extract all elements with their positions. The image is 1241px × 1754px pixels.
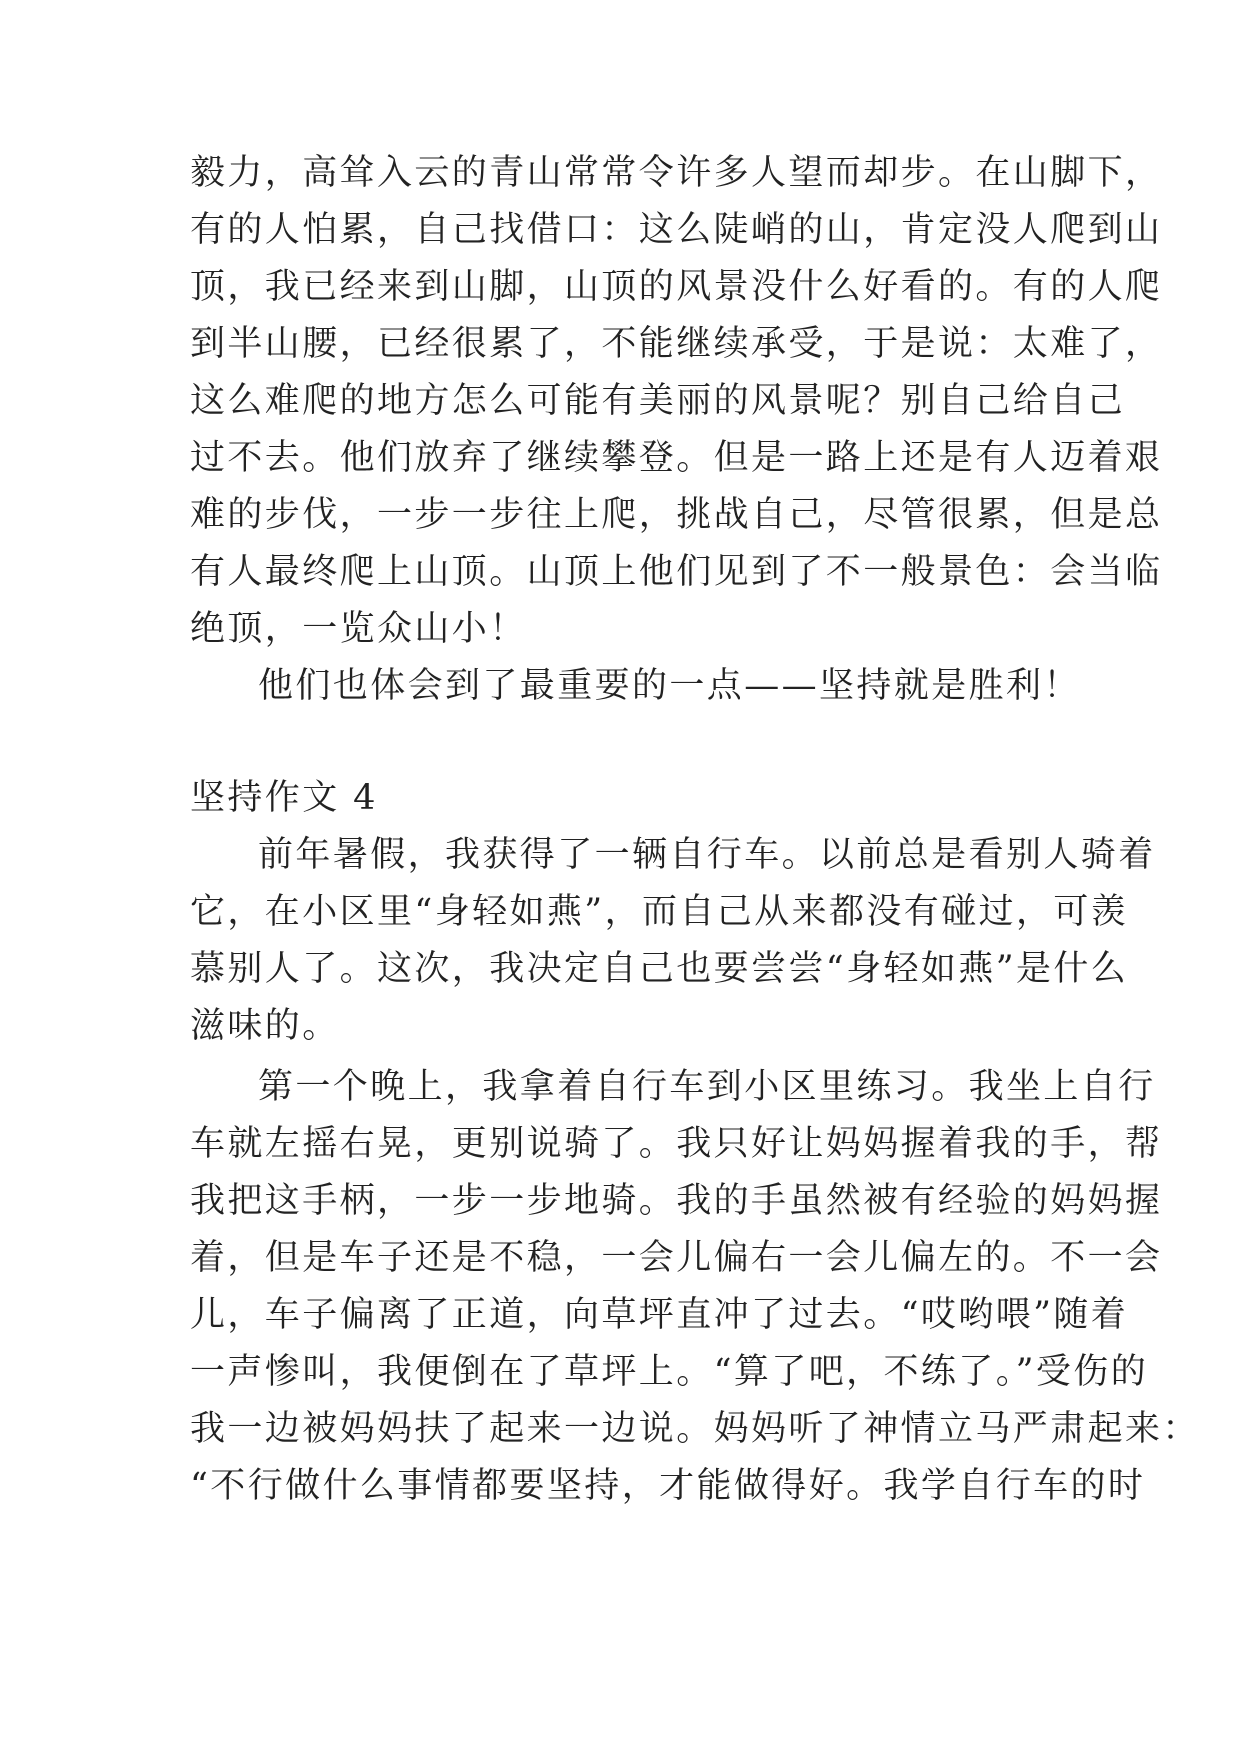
text-line: “不行做什么事情都要坚持，才能做得好。我学自行车的时 bbox=[190, 1466, 1146, 1506]
text-line: 第一个晚上，我拿着自行车到小区里练习。我坐上自行 bbox=[258, 1067, 1156, 1107]
text-line: 慕别人了。这次，我决定自己也要尝尝“身轻如燕”是什么 bbox=[190, 949, 1129, 989]
closing-line: 他们也体会到了最重要的一点——坚持就是胜利！ bbox=[258, 666, 1081, 706]
text-line: 一声惨叫，我便倒在了草坪上。“算了吧，不练了。”受伤的 bbox=[190, 1352, 1149, 1392]
text-line: 难的步伐，一步一步往上爬，挑战自己，尽管很累，但是总 bbox=[190, 495, 1163, 535]
text-line: 前年暑假，我获得了一辆自行车。以前总是看别人骑着 bbox=[258, 835, 1156, 875]
text-line: 滋味的。 bbox=[190, 1006, 340, 1046]
text-line: 它，在小区里“身轻如燕”，而自己从来都没有碰过，可羡 bbox=[190, 892, 1129, 932]
section-title: 坚持作文 4 bbox=[190, 778, 378, 818]
text-line: 有的人怕累，自己找借口：这么陡峭的山，肯定没人爬到山 bbox=[190, 210, 1163, 250]
text-line: 这么难爬的地方怎么可能有美丽的风景呢？别自己给自己 bbox=[190, 381, 1126, 421]
text-line: 过不去。他们放弃了继续攀登。但是一路上还是有人迈着艰 bbox=[190, 438, 1163, 478]
text-line: 车就左摇右晃，更别说骑了。我只好让妈妈握着我的手，帮 bbox=[190, 1124, 1163, 1164]
text-line: 有人最终爬上山顶。山顶上他们见到了不一般景色：会当临 bbox=[190, 552, 1163, 592]
text-line: 儿，车子偏离了正道，向草坪直冲了过去。“哎哟喂”随着 bbox=[190, 1295, 1129, 1335]
text-line: 毅力，高耸入云的青山常常令许多人望而却步。在山脚下， bbox=[190, 153, 1163, 193]
text-line: 绝顶，一览众山小！ bbox=[190, 609, 527, 649]
text-line: 顶，我已经来到山脚，山顶的风景没什么好看的。有的人爬 bbox=[190, 267, 1163, 307]
text-line: 我一边被妈妈扶了起来一边说。妈妈听了神情立马严肃起来： bbox=[190, 1409, 1200, 1449]
text-line: 着，但是车子还是不稳，一会儿偏右一会儿偏左的。不一会 bbox=[190, 1238, 1163, 1278]
text-line: 我把这手柄，一步一步地骑。我的手虽然被有经验的妈妈握 bbox=[190, 1181, 1163, 1221]
text-line: 到半山腰，已经很累了，不能继续承受，于是说：太难了， bbox=[190, 324, 1163, 364]
